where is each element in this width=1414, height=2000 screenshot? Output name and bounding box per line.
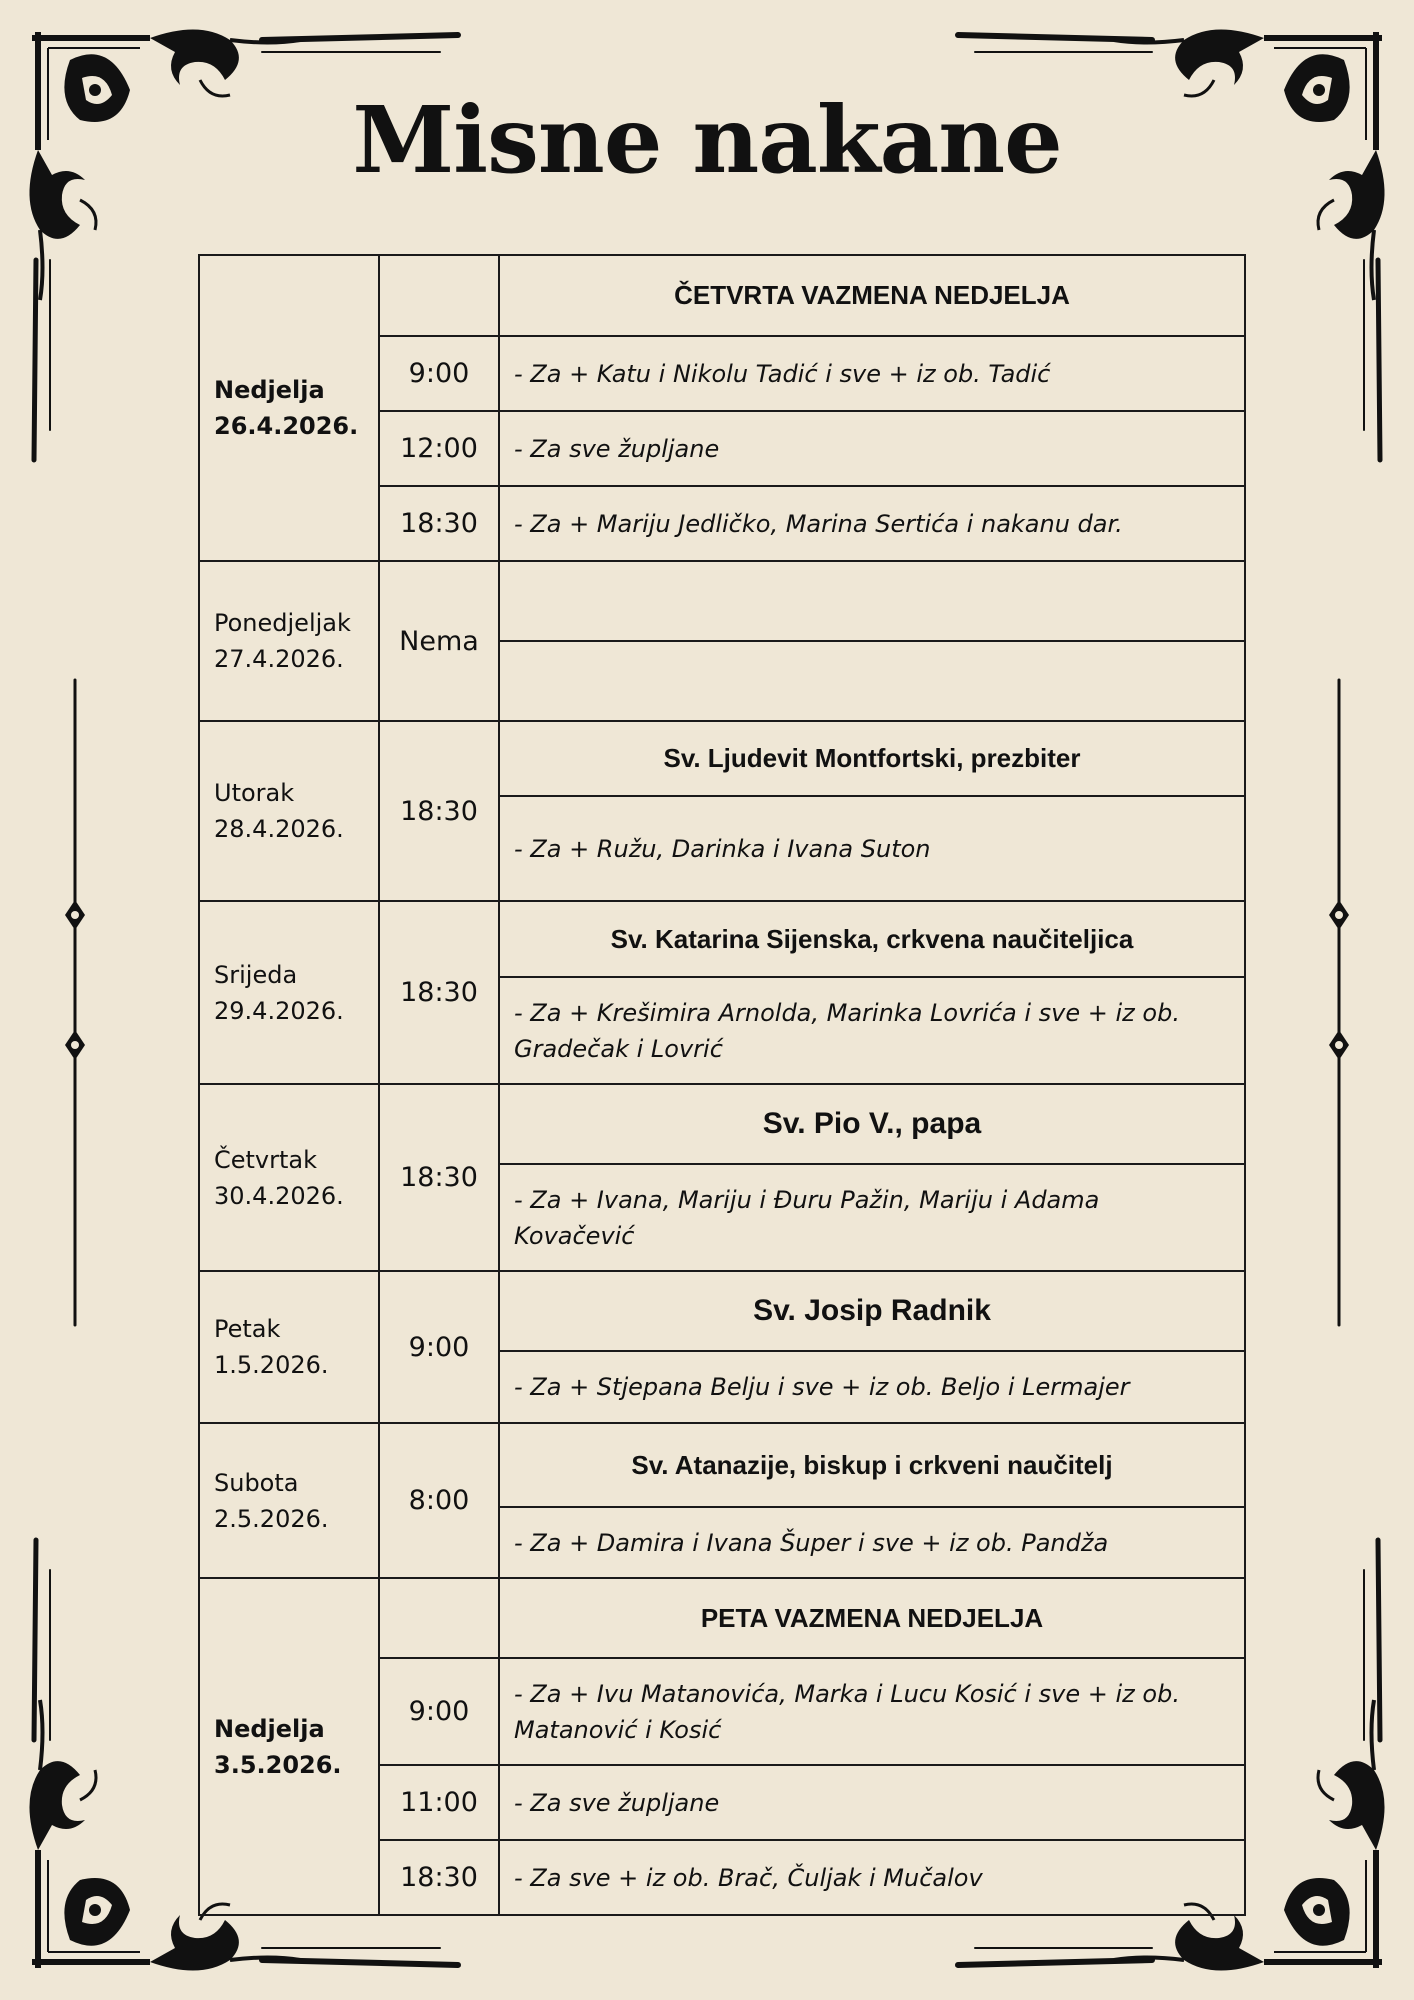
day-cell: [199, 901, 379, 1084]
mass-intention: - Za + Katu i Nikolu Tadić i sve + iz ob. Tadić: [499, 336, 1245, 411]
time-cell-empty: [379, 255, 499, 336]
table-row: [199, 1271, 1245, 1351]
mass-intention: - Za sve župljane: [499, 1765, 1245, 1840]
mass-intention: - Za + Mariju Jedličko, Marina Sertića i nakanu dar.: [499, 486, 1245, 561]
mass-intention-line-2: Gradečak i Lovrić: [514, 1034, 723, 1063]
mass-time: Nema: [379, 561, 499, 721]
mass-time: 18:30: [379, 1840, 499, 1915]
feast-title: Sv. Pio V., papa: [499, 1084, 1245, 1164]
table-row: [199, 1084, 1245, 1164]
right-ornament-diamond-2: [1329, 1030, 1349, 1060]
day-name: Subota: [214, 1468, 299, 1497]
day-cell: [199, 1084, 379, 1271]
left-ornament-diamond-2: [65, 1030, 85, 1060]
day-date: 26.4.2026.: [214, 412, 359, 440]
mass-intention: - Za + Damira i Ivana Šuper i sve + iz ob. Pandža: [499, 1507, 1245, 1578]
mass-time: 11:00: [379, 1765, 499, 1840]
feast-title: PETA VAZMENA NEDJELJA: [499, 1578, 1245, 1658]
day-cell: [199, 721, 379, 901]
day-cell: [199, 1423, 379, 1578]
day-name: Petak: [214, 1315, 281, 1343]
mass-time: 18:30: [379, 901, 499, 1084]
mass-intention-line-1: - Za + Krešimira Arnolda, Marinka Lovrića i sve + iz ob.: [514, 998, 1180, 1027]
day-date: 1.5.2026.: [214, 1351, 329, 1379]
day-cell: [199, 1578, 379, 1915]
table-row: [199, 901, 1245, 977]
day-date: 30.4.2026.: [214, 1181, 344, 1210]
mass-intention-line-2: Kovačević: [514, 1221, 635, 1250]
mass-intention-line-1: - Za + Ivana, Mariju i Đuru Pažin, Mariju i Adama: [514, 1185, 1100, 1214]
mass-intention-line-1: - Za + Ivu Matanovića, Marka i Lucu Kosić i sve + iz ob.: [514, 1679, 1180, 1708]
table-row: [199, 1423, 1245, 1507]
day-name: Ponedjeljak: [214, 609, 351, 637]
right-rule-bottom: [1378, 1540, 1380, 1740]
day-cell: [199, 561, 379, 721]
day-name: Nedjelja: [214, 376, 325, 404]
mass-time: 9:00: [379, 336, 499, 411]
left-rule-top: [34, 260, 36, 460]
mass-time: 9:00: [379, 1658, 499, 1765]
table-row: [199, 1578, 1245, 1658]
mass-time: 18:30: [379, 721, 499, 901]
day-cell: [199, 1271, 379, 1423]
mass-intention: [499, 977, 1245, 1084]
table-row: [199, 721, 1245, 796]
right-ornament-diamond-1: [1329, 900, 1349, 930]
mass-intention: - Za sve župljane: [499, 411, 1245, 486]
mass-intention: [499, 1658, 1245, 1765]
right-rule-top: [1378, 260, 1380, 460]
day-cell: [199, 255, 379, 561]
empty-cell: [499, 561, 1245, 641]
mass-intention: [499, 1164, 1245, 1271]
mass-intentions-table: [198, 254, 1246, 1916]
page-title: Misne nakane: [352, 86, 1062, 194]
left-rule-bottom: [34, 1540, 36, 1740]
day-date: 27.4.2026.: [214, 645, 344, 673]
table-row: [199, 255, 1245, 336]
feast-title: ČETVRTA VAZMENA NEDJELJA: [499, 255, 1245, 336]
day-name: Nedjelja: [214, 1714, 325, 1743]
day-date: 29.4.2026.: [214, 996, 344, 1025]
time-cell-empty: [379, 1578, 499, 1658]
mass-time: 18:30: [379, 486, 499, 561]
day-name: Utorak: [214, 779, 295, 807]
day-date: 28.4.2026.: [214, 815, 344, 843]
day-date: 3.5.2026.: [214, 1750, 342, 1779]
mass-time: 8:00: [379, 1423, 499, 1578]
mass-time: 12:00: [379, 411, 499, 486]
feast-title: Sv. Atanazije, biskup i crkveni naučitelj: [499, 1423, 1245, 1507]
day-name: Četvrtak: [214, 1145, 318, 1174]
feast-title: Sv. Josip Radnik: [499, 1271, 1245, 1351]
mass-intention-line-2: Matanović i Kosić: [514, 1715, 722, 1744]
mass-intention: - Za + Stjepana Belju i sve + iz ob. Beljo i Lermajer: [499, 1351, 1245, 1423]
mass-intention: - Za sve + iz ob. Brač, Čuljak i Mučalov: [499, 1840, 1245, 1915]
feast-title: Sv. Katarina Sijenska, crkvena naučiteljica: [499, 901, 1245, 977]
day-name: Srijeda: [214, 960, 298, 989]
mass-time: 18:30: [379, 1084, 499, 1271]
left-ornament-diamond-1: [65, 900, 85, 930]
mass-intention: - Za + Ružu, Darinka i Ivana Suton: [499, 796, 1245, 901]
table-row: [199, 561, 1245, 641]
day-date: 2.5.2026.: [214, 1504, 329, 1533]
mass-time: 9:00: [379, 1271, 499, 1423]
feast-title: Sv. Ljudevit Montfortski, prezbiter: [499, 721, 1245, 796]
empty-cell: [499, 641, 1245, 721]
